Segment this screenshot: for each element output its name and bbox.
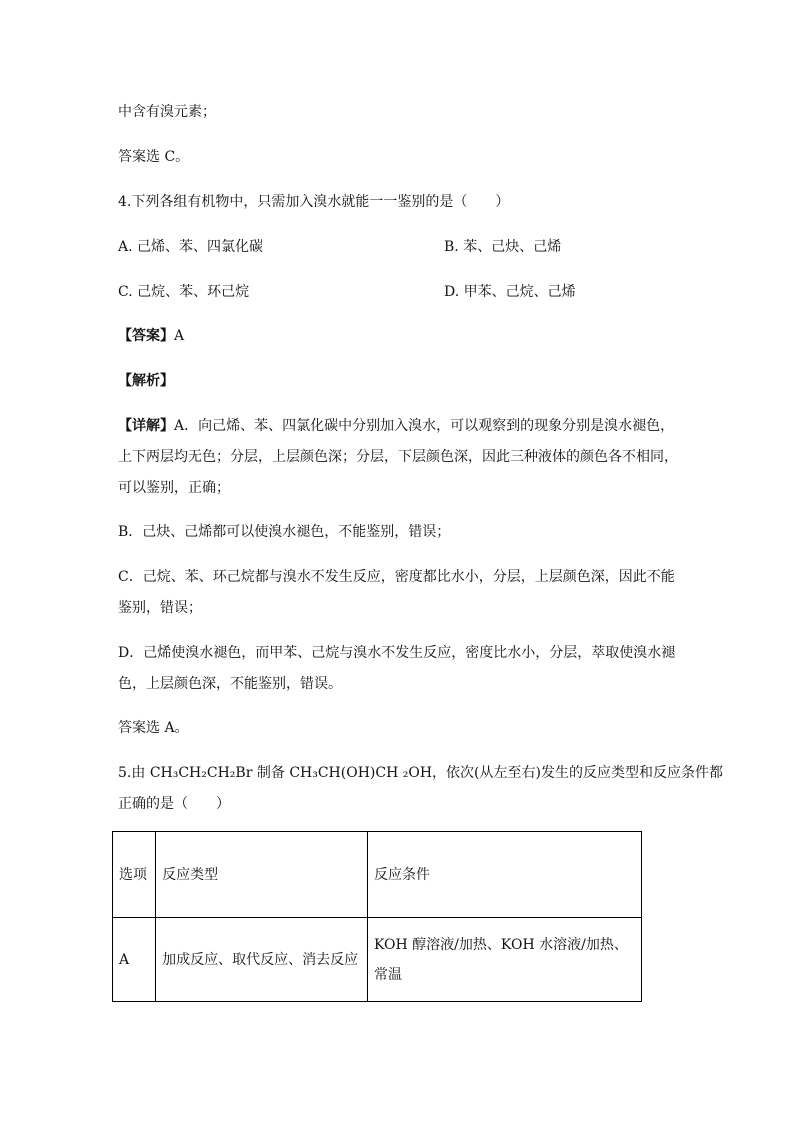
table-row bbox=[113, 918, 642, 1002]
header-reaction-type: 反应类型 bbox=[156, 832, 368, 918]
row-reaction-condition: KOH 醇溶液/加热、KOH 水溶液/加热、常温 bbox=[367, 918, 641, 1002]
question-5-line-2: 正确的是（ ） bbox=[118, 796, 230, 812]
detail-d-line-1: D．己烯使溴水褪色，而甲苯、己烷与溴水不发生反应，密度比水小，分层，萃取使溴水褪 bbox=[118, 645, 676, 661]
header-reaction-condition: 反应条件 bbox=[367, 832, 641, 918]
analysis-label: 【解析】 bbox=[118, 373, 174, 389]
q4-option-c: C. 己烷、苯、环己烷 bbox=[118, 284, 250, 300]
q5-mid: 制备 bbox=[252, 765, 290, 781]
detail-d-line-2: 色，上层颜色深，不能鉴别，错误。 bbox=[118, 676, 342, 692]
q4-option-b: B. 苯、己炔、己烯 bbox=[444, 239, 562, 255]
q4-option-d: D. 甲苯、己烷、己烯 bbox=[444, 284, 576, 300]
q5-suffix: ，依次(从左至右)发生的反应类型和反应条件都 bbox=[432, 765, 723, 781]
detail-c-line-1: C．己烷、苯、环己烷都与溴水不发生反应，密度都比水小，分层，上层颜色深，因此不能 bbox=[118, 569, 675, 585]
q5-options-table bbox=[112, 831, 642, 1002]
question-4-stem: 4.下列各组有机物中，只需加入溴水就能一一鉴别的是（ ） bbox=[118, 194, 510, 210]
detail-text: A．向己烯、苯、四氯化碳中分别加入溴水，可以观察到的现象分别是溴水褪色， bbox=[174, 418, 675, 434]
text-line: 中含有溴元素； bbox=[118, 104, 216, 120]
table-header-row bbox=[113, 832, 642, 918]
q4-answer bbox=[118, 326, 184, 346]
q5-product-formula: CH₃CH(OH)CH ₂OH bbox=[289, 765, 433, 781]
detail-line-3: 可以鉴别，正确； bbox=[118, 480, 230, 496]
answer-c-line: 答案选 C。 bbox=[118, 149, 190, 165]
detail-line-1 bbox=[118, 416, 674, 436]
header-option: 选项 bbox=[113, 832, 156, 918]
q5-reactant-formula: CH₃CH₂CH₂Br bbox=[149, 765, 253, 781]
q5-prefix: 5.由 bbox=[118, 765, 150, 781]
answer-value: A bbox=[174, 328, 185, 344]
detail-label: 【详解】 bbox=[118, 418, 174, 434]
answer-a-line: 答案选 A。 bbox=[118, 720, 189, 736]
detail-b: B．己炔、己烯都可以使溴水褪色，不能鉴别，错误； bbox=[118, 524, 451, 540]
question-5-stem bbox=[118, 763, 723, 783]
answer-label: 【答案】 bbox=[118, 328, 174, 344]
row-reaction-type: 加成反应、取代反应、消去反应 bbox=[156, 918, 368, 1002]
q4-option-a: A. 己烯、苯、四氯化碳 bbox=[118, 239, 264, 255]
detail-line-2: 上下两层均无色；分层，上层颜色深；分层，下层颜色深，因此三种液体的颜色各不相同， bbox=[118, 449, 678, 465]
row-option: A bbox=[113, 918, 156, 1002]
detail-c-line-2: 鉴别，错误； bbox=[118, 600, 202, 616]
